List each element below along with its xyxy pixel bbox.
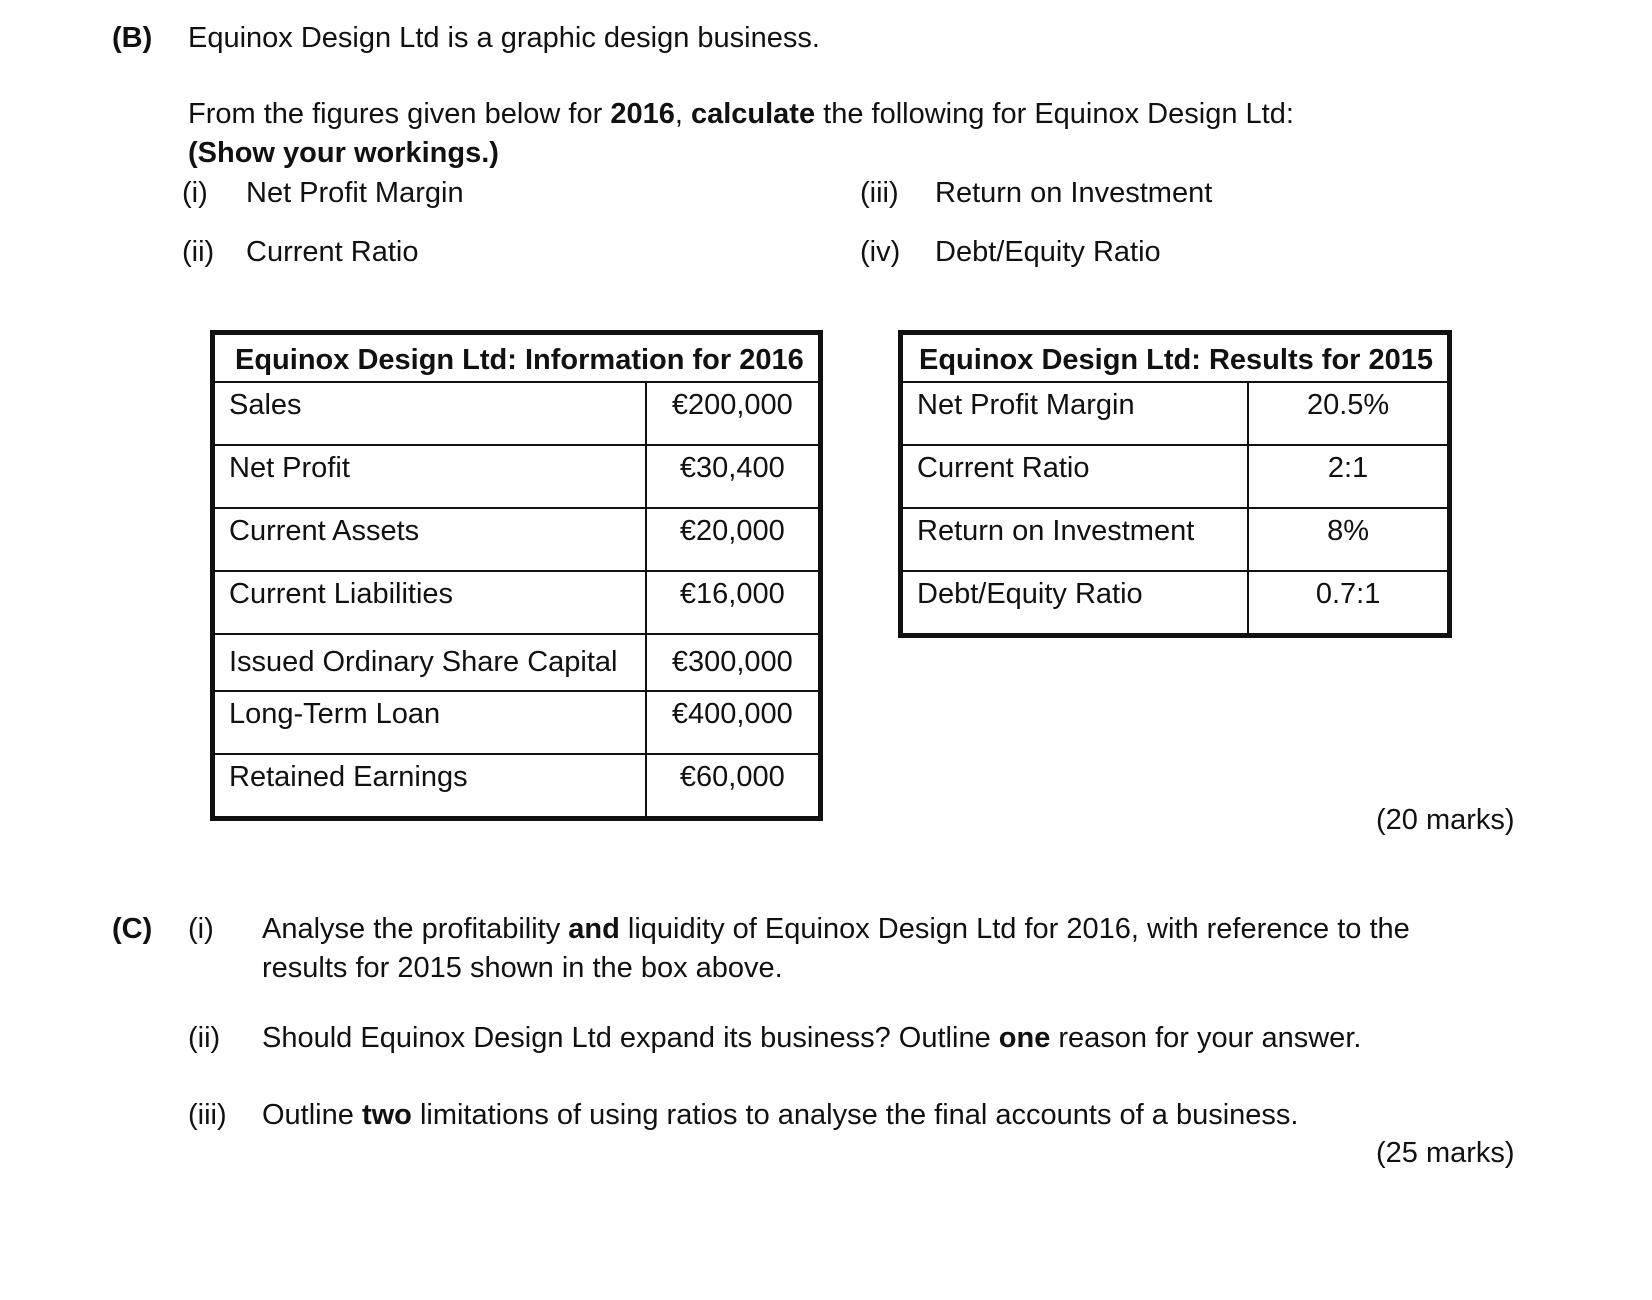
q1-text-2: liquidity of Equinox Design Ltd for 2016, with reference to the (619, 913, 1410, 945)
table-row (213, 571, 821, 634)
question-c-i-text (262, 913, 1410, 946)
section-b-intro: Equinox Design Ltd is a graphic design business. (188, 22, 820, 54)
section-b-instruction (188, 98, 1294, 131)
q1-text-1: Analyse the profitability (262, 913, 569, 945)
item-ii-number: (ii) (182, 236, 215, 268)
question-c-i-number: (i) (188, 913, 214, 945)
instruction-text-1: From the figures given below for (188, 98, 611, 130)
row-value: €200,000 (646, 382, 820, 445)
row-label: Issued Ordinary Share Capital (213, 634, 646, 691)
item-ii-text: Current Ratio (246, 236, 419, 268)
row-label: Current Ratio (901, 445, 1249, 508)
instruction-verb: calculate (690, 98, 816, 130)
row-value: 0.7:1 (1248, 571, 1449, 636)
q3-bold: two (361, 1099, 412, 1131)
section-c-label: (C) (112, 913, 153, 945)
table-row (901, 571, 1450, 636)
item-iv-number: (iv) (860, 236, 901, 268)
item-i-number: (i) (182, 177, 208, 209)
info-2016-table (210, 330, 823, 821)
section-c-marks: (25 marks) (1376, 1137, 1515, 1169)
table-row (213, 754, 821, 819)
question-c-ii-text (262, 1022, 1361, 1055)
table-row (213, 508, 821, 571)
instruction-text-2: , (674, 98, 691, 130)
results-2015-table (898, 330, 1452, 638)
row-label: Net Profit (213, 445, 646, 508)
row-value: €60,000 (646, 754, 820, 819)
table-row (901, 445, 1450, 508)
section-b-label: (B) (112, 22, 153, 54)
info-2016-title: Equinox Design Ltd: Information for 2016 (213, 333, 821, 383)
question-c-iii-number: (iii) (188, 1099, 227, 1131)
table-row (213, 382, 821, 445)
item-iii-number: (iii) (860, 177, 899, 209)
row-label: Sales (213, 382, 646, 445)
row-label: Current Assets (213, 508, 646, 571)
instruction-year: 2016 (610, 98, 675, 130)
item-iv-text: Debt/Equity Ratio (935, 236, 1161, 268)
row-label: Net Profit Margin (901, 382, 1249, 445)
row-value: €20,000 (646, 508, 820, 571)
row-label: Debt/Equity Ratio (901, 571, 1249, 636)
row-value: €400,000 (646, 691, 820, 754)
row-label: Return on Investment (901, 508, 1249, 571)
row-value: 20.5% (1248, 382, 1449, 445)
instruction-text-3: the following for Equinox Design Ltd: (815, 98, 1294, 130)
q3-text-2: limitations of using ratios to analyse the final accounts of a business. (411, 1099, 1299, 1131)
item-i-text: Net Profit Margin (246, 177, 464, 209)
row-value: €300,000 (646, 634, 820, 691)
show-workings-note: (Show your workings.) (188, 137, 499, 169)
row-value: €30,400 (646, 445, 820, 508)
results-2015-title: Equinox Design Ltd: Results for 2015 (901, 333, 1450, 383)
row-value: €16,000 (646, 571, 820, 634)
item-iii-text: Return on Investment (935, 177, 1213, 209)
q3-text-1: Outline (262, 1099, 362, 1131)
q2-text-2: reason for your answer. (1050, 1022, 1362, 1054)
q1-bold: and (568, 913, 620, 945)
question-c-i-text-line2: results for 2015 shown in the box above. (262, 952, 783, 984)
section-b-marks: (20 marks) (1376, 804, 1515, 836)
question-c-ii-number: (ii) (188, 1022, 221, 1054)
row-value: 2:1 (1248, 445, 1449, 508)
table-row (213, 691, 821, 754)
row-label: Retained Earnings (213, 754, 646, 819)
table-row (901, 508, 1450, 571)
q2-text-1: Should Equinox Design Ltd expand its business? Outline (262, 1022, 999, 1054)
row-label: Current Liabilities (213, 571, 646, 634)
table-row (213, 634, 821, 691)
table-row (213, 445, 821, 508)
q2-bold: one (998, 1022, 1051, 1054)
table-row (901, 382, 1450, 445)
row-label: Long-Term Loan (213, 691, 646, 754)
question-c-iii-text (262, 1099, 1299, 1132)
row-value: 8% (1248, 508, 1449, 571)
